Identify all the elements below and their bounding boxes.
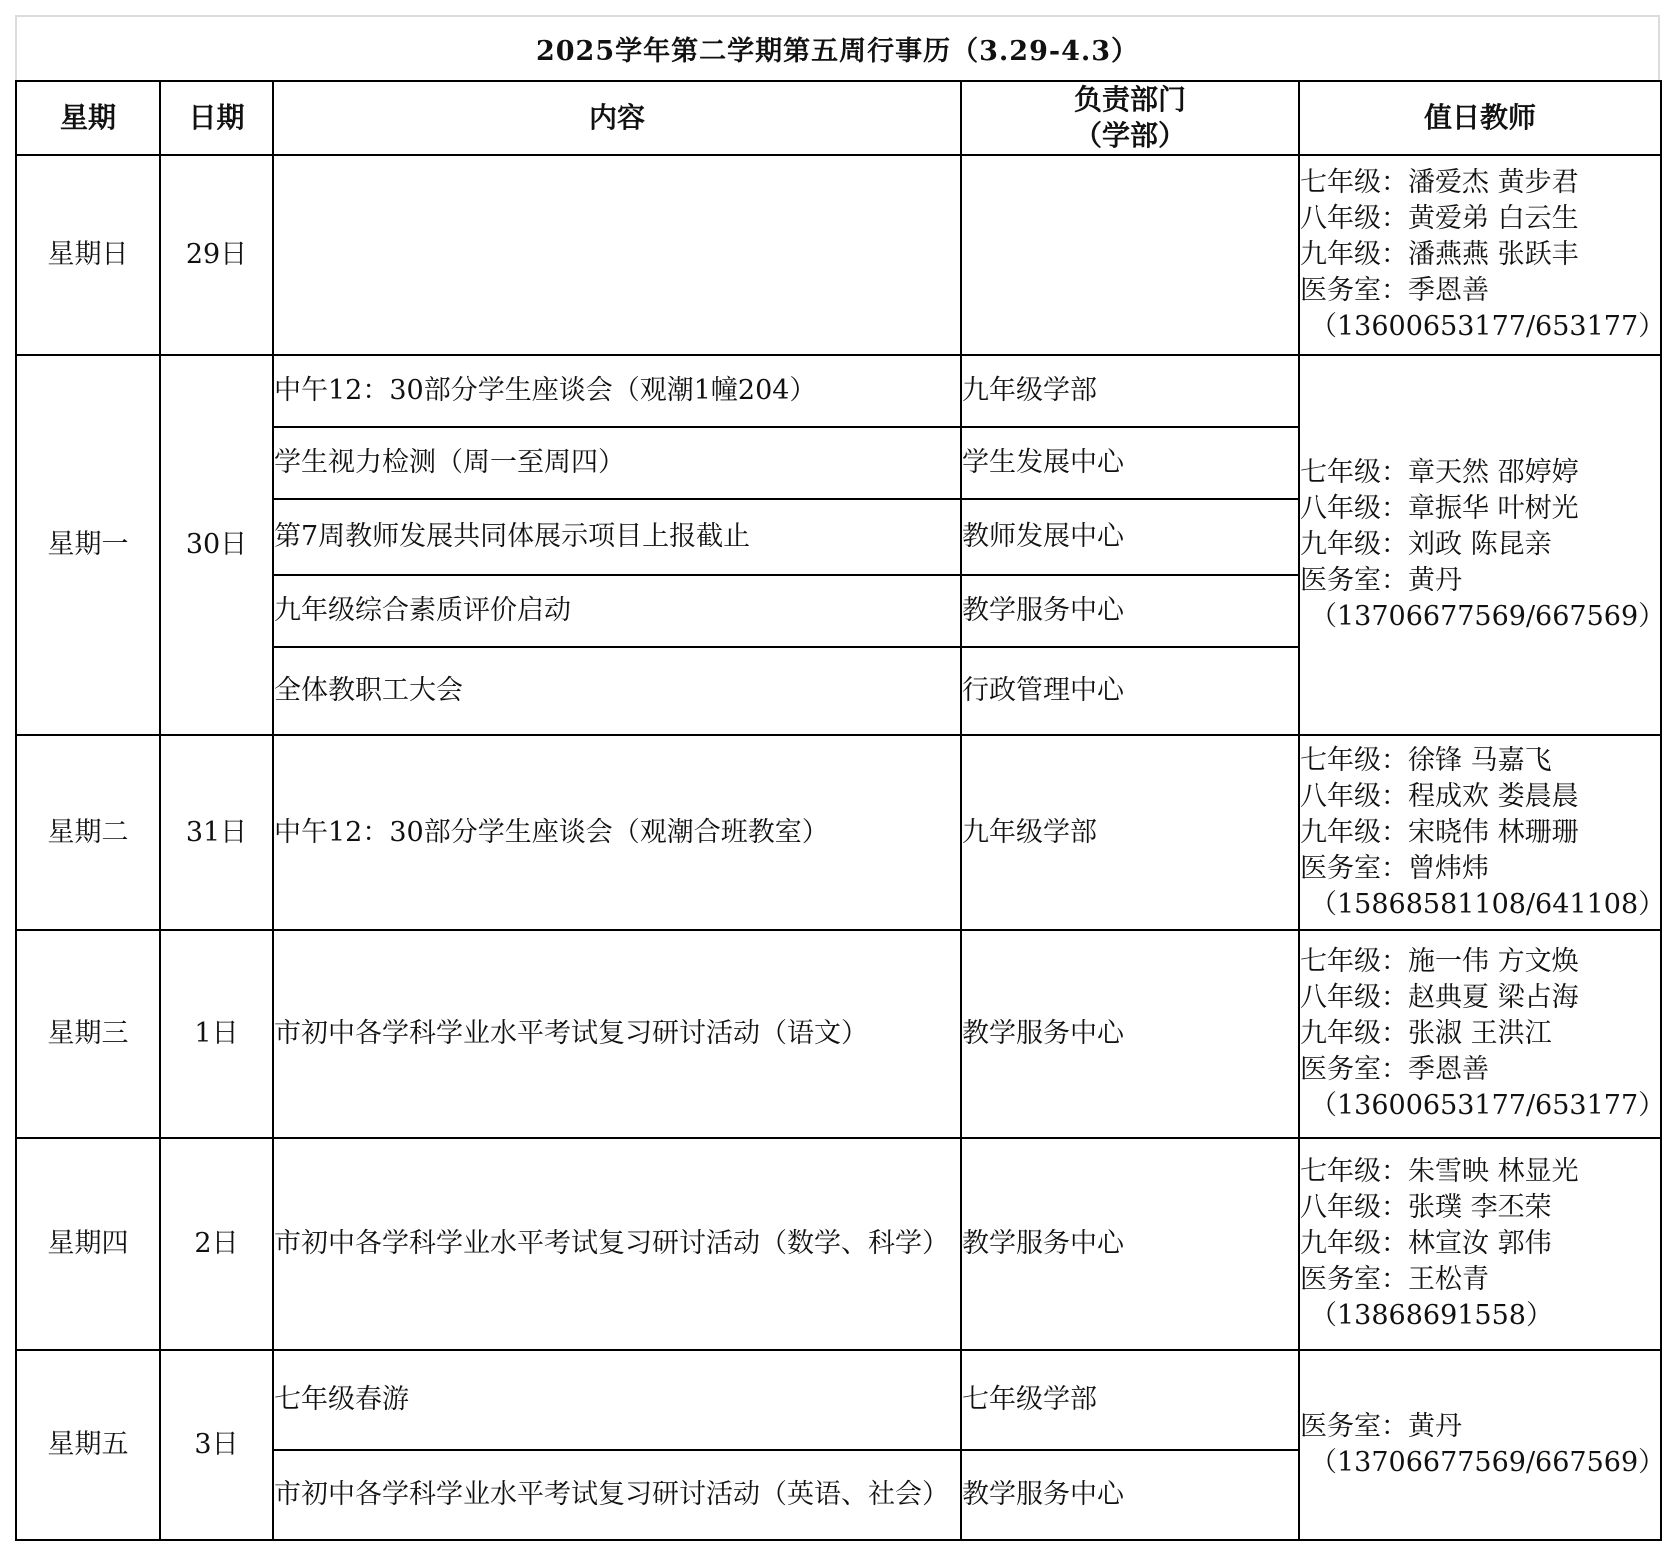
weekly-calendar-table xyxy=(15,80,1666,1541)
calendar-sheet xyxy=(15,15,1666,1542)
table-row-wednesday xyxy=(16,930,1661,1138)
content-cell: 中午12：30部分学生座谈会（观潮合班教室） xyxy=(273,735,961,930)
duty-cell xyxy=(1299,930,1666,1138)
dept-cell: 行政管理中心 xyxy=(961,647,1299,735)
duty-cell xyxy=(1299,155,1666,355)
table-row-tuesday xyxy=(16,735,1661,930)
duty-grade7: 七年级：朱雪映 林显光 xyxy=(1300,1156,1579,1187)
date-cell: 1日 xyxy=(160,930,273,1138)
date-cell: 31日 xyxy=(160,735,273,930)
duty-medical: 医务室：季恩善 xyxy=(1300,1054,1489,1085)
duty-grade7: 七年级：徐锋 马嘉飞 xyxy=(1300,744,1552,776)
duty-phone: （13868691558） xyxy=(1310,1300,1553,1331)
content-cell: 市初中各学科学业水平考试复习研讨活动（英语、社会） xyxy=(273,1450,961,1540)
header-date: 日期 xyxy=(160,81,273,155)
week-cell: 星期四 xyxy=(16,1138,160,1350)
header-week: 星期 xyxy=(16,81,160,155)
duty-grade9: 九年级：张淑 王洪江 xyxy=(1300,1018,1552,1049)
duty-phone: （13706677569/667569） xyxy=(1310,601,1666,632)
dept-cell: 教学服务中心 xyxy=(961,1138,1299,1350)
table-row-sunday xyxy=(16,155,1661,355)
duty-grade7: 七年级：施一伟 方文焕 xyxy=(1300,946,1579,977)
content-cell: 七年级春游 xyxy=(273,1350,961,1450)
duty-medical: 医务室：季恩善 xyxy=(1300,275,1489,306)
duty-grade9: 九年级：林宣汝 郭伟 xyxy=(1300,1228,1552,1259)
header-dept-line2: （学部） xyxy=(1073,119,1186,152)
dept-cell: 学生发展中心 xyxy=(961,427,1299,499)
duty-grade8: 八年级：赵典夏 梁占海 xyxy=(1300,982,1579,1013)
duty-grade7: 七年级：潘爱杰 黄步君 xyxy=(1300,167,1579,198)
header-dept xyxy=(961,81,1299,155)
date-cell: 30日 xyxy=(160,355,273,735)
duty-grade9: 九年级：宋晓伟 林珊珊 xyxy=(1300,816,1579,848)
duty-cell xyxy=(1299,1350,1666,1540)
header-dept-line1: 负责部门 xyxy=(1073,83,1186,116)
week-cell: 星期三 xyxy=(16,930,160,1138)
duty-medical: 医务室：黄丹 xyxy=(1300,1411,1462,1442)
header-content: 内容 xyxy=(273,81,961,155)
table-row-monday-1 xyxy=(16,355,1661,427)
week-cell: 星期二 xyxy=(16,735,160,930)
duty-medical: 医务室：黄丹 xyxy=(1300,565,1462,596)
duty-cell xyxy=(1299,735,1666,930)
dept-cell: 教学服务中心 xyxy=(961,1450,1299,1540)
duty-cell xyxy=(1299,355,1666,735)
content-cell: 中午12：30部分学生座谈会（观潮1幢204） xyxy=(273,355,961,427)
header-duty: 值日教师 xyxy=(1299,81,1661,155)
table-row-friday-1 xyxy=(16,1350,1661,1450)
duty-grade8: 八年级：程成欢 娄晨晨 xyxy=(1300,780,1579,812)
week-cell: 星期一 xyxy=(16,355,160,735)
duty-medical: 医务室：王松青 xyxy=(1300,1264,1489,1295)
content-cell: 全体教职工大会 xyxy=(273,647,961,735)
duty-grade9: 九年级：刘政 陈昆亲 xyxy=(1300,529,1552,560)
content-cell: 市初中各学科学业水平考试复习研讨活动（数学、科学） xyxy=(273,1138,961,1350)
calendar-title: 2025学年第二学期第五周行事历（3.29-4.3） xyxy=(15,15,1660,80)
duty-phone: （13600653177/653177） xyxy=(1310,1090,1666,1121)
dept-cell-empty xyxy=(961,155,1299,355)
duty-cell xyxy=(1299,1138,1661,1350)
content-cell: 学生视力检测（周一至周四） xyxy=(273,427,961,499)
content-cell: 第7周教师发展共同体展示项目上报截止 xyxy=(273,499,961,575)
duty-medical: 医务室：曾炜炜 xyxy=(1300,852,1489,884)
duty-phone: （15868581108/641108） xyxy=(1310,888,1666,920)
duty-grade7: 七年级：章天然 邵婷婷 xyxy=(1300,457,1579,488)
duty-grade9: 九年级：潘燕燕 张跃丰 xyxy=(1300,239,1579,270)
date-cell: 29日 xyxy=(160,155,273,355)
date-cell: 2日 xyxy=(160,1138,273,1350)
date-cell: 3日 xyxy=(160,1350,273,1540)
dept-cell: 教师发展中心 xyxy=(961,499,1299,575)
duty-phone: （13600653177/653177） xyxy=(1310,311,1666,342)
duty-grade8: 八年级：张璞 李丕荣 xyxy=(1300,1192,1552,1223)
header-row xyxy=(16,81,1661,155)
duty-phone: （13706677569/667569） xyxy=(1310,1447,1666,1478)
duty-grade8: 八年级：黄爱弟 白云生 xyxy=(1300,203,1579,234)
week-cell: 星期日 xyxy=(16,155,160,355)
dept-cell: 教学服务中心 xyxy=(961,575,1299,647)
dept-cell: 九年级学部 xyxy=(961,355,1299,427)
content-cell: 九年级综合素质评价启动 xyxy=(273,575,961,647)
dept-cell: 九年级学部 xyxy=(961,735,1299,930)
week-cell: 星期五 xyxy=(16,1350,160,1540)
content-cell: 市初中各学科学业水平考试复习研讨活动（语文） xyxy=(273,930,961,1138)
dept-cell: 七年级学部 xyxy=(961,1350,1299,1450)
table-row-thursday xyxy=(16,1138,1661,1350)
duty-grade8: 八年级：章振华 叶树光 xyxy=(1300,493,1579,524)
content-cell-empty xyxy=(273,155,961,355)
dept-cell: 教学服务中心 xyxy=(961,930,1299,1138)
